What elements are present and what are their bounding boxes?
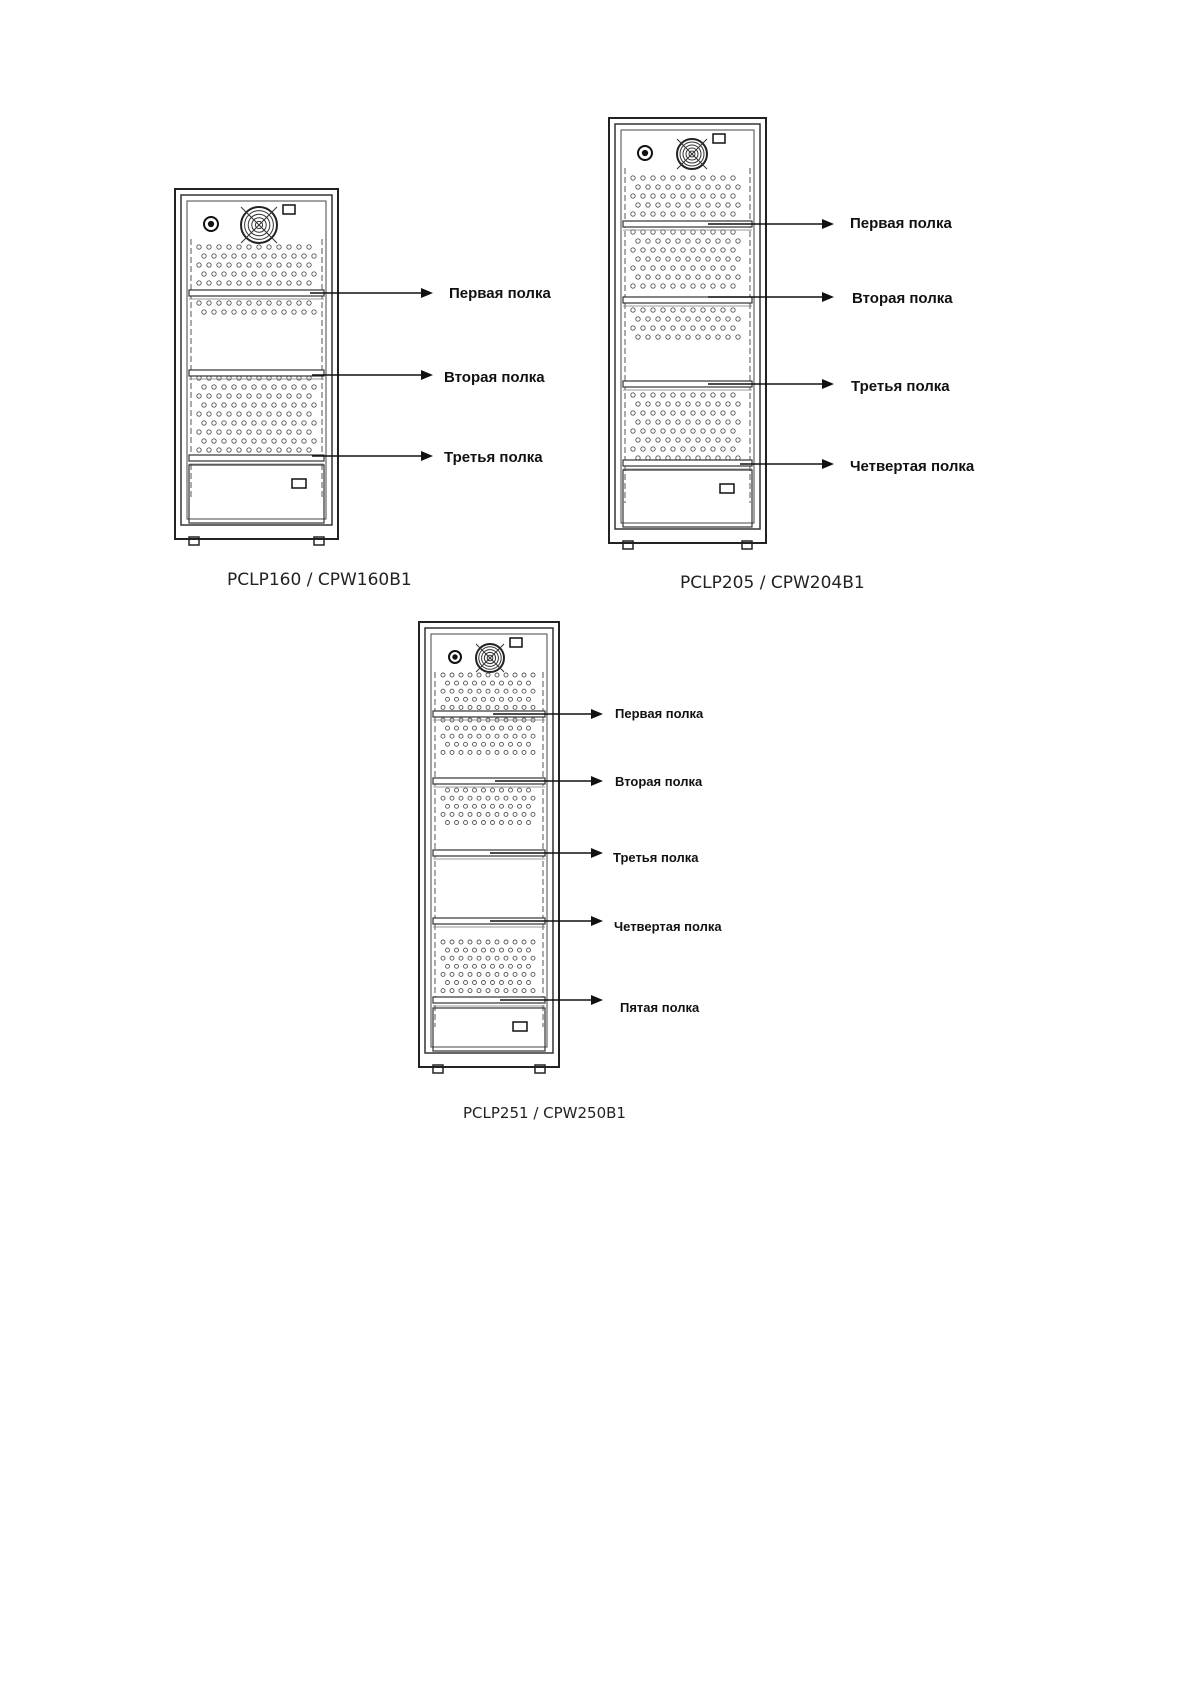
pointer-arrow-head bbox=[591, 916, 603, 926]
label-shelf-3: Третья полка bbox=[613, 850, 699, 865]
bottom-compartment bbox=[433, 1008, 545, 1051]
pointer-arrow-head bbox=[591, 776, 603, 786]
perforation-pattern bbox=[441, 940, 535, 993]
label-shelf-2: Вторая полка bbox=[852, 290, 953, 307]
perforation-pattern bbox=[441, 673, 535, 709]
label-shelf-1: Первая полка bbox=[850, 215, 952, 232]
lamp-icon-center bbox=[452, 654, 457, 659]
label-shelf-1: Первая полка bbox=[449, 285, 551, 302]
model-caption-3: PCLP251 / CPW250B1 bbox=[463, 1104, 626, 1122]
label-shelf-1: Первая полка bbox=[615, 706, 704, 721]
label-shelf-2: Вторая полка bbox=[444, 369, 545, 386]
label-shelf-5: Пятая полка bbox=[620, 1000, 700, 1015]
pointer-arrow-head bbox=[591, 848, 603, 858]
label-shelf-3: Третья полка bbox=[444, 449, 543, 466]
model-caption-2: PCLP205 / CPW204B1 bbox=[680, 573, 865, 593]
thermostat-box bbox=[513, 1022, 527, 1031]
perforation-pattern bbox=[441, 718, 535, 754]
model-caption-1: PCLP160 / CPW160B1 bbox=[227, 570, 412, 590]
label-shelf-2: Вторая полка bbox=[615, 774, 703, 789]
cabinet-liner bbox=[431, 634, 547, 1047]
control-box bbox=[510, 638, 522, 647]
label-shelf-4: Четвертая полка bbox=[614, 919, 722, 934]
label-shelf-3: Третья полка bbox=[851, 378, 950, 395]
pointer-arrow-head bbox=[591, 709, 603, 719]
label-shelf-4: Четвертая полка bbox=[850, 458, 975, 475]
pointer-arrow-head bbox=[591, 995, 603, 1005]
